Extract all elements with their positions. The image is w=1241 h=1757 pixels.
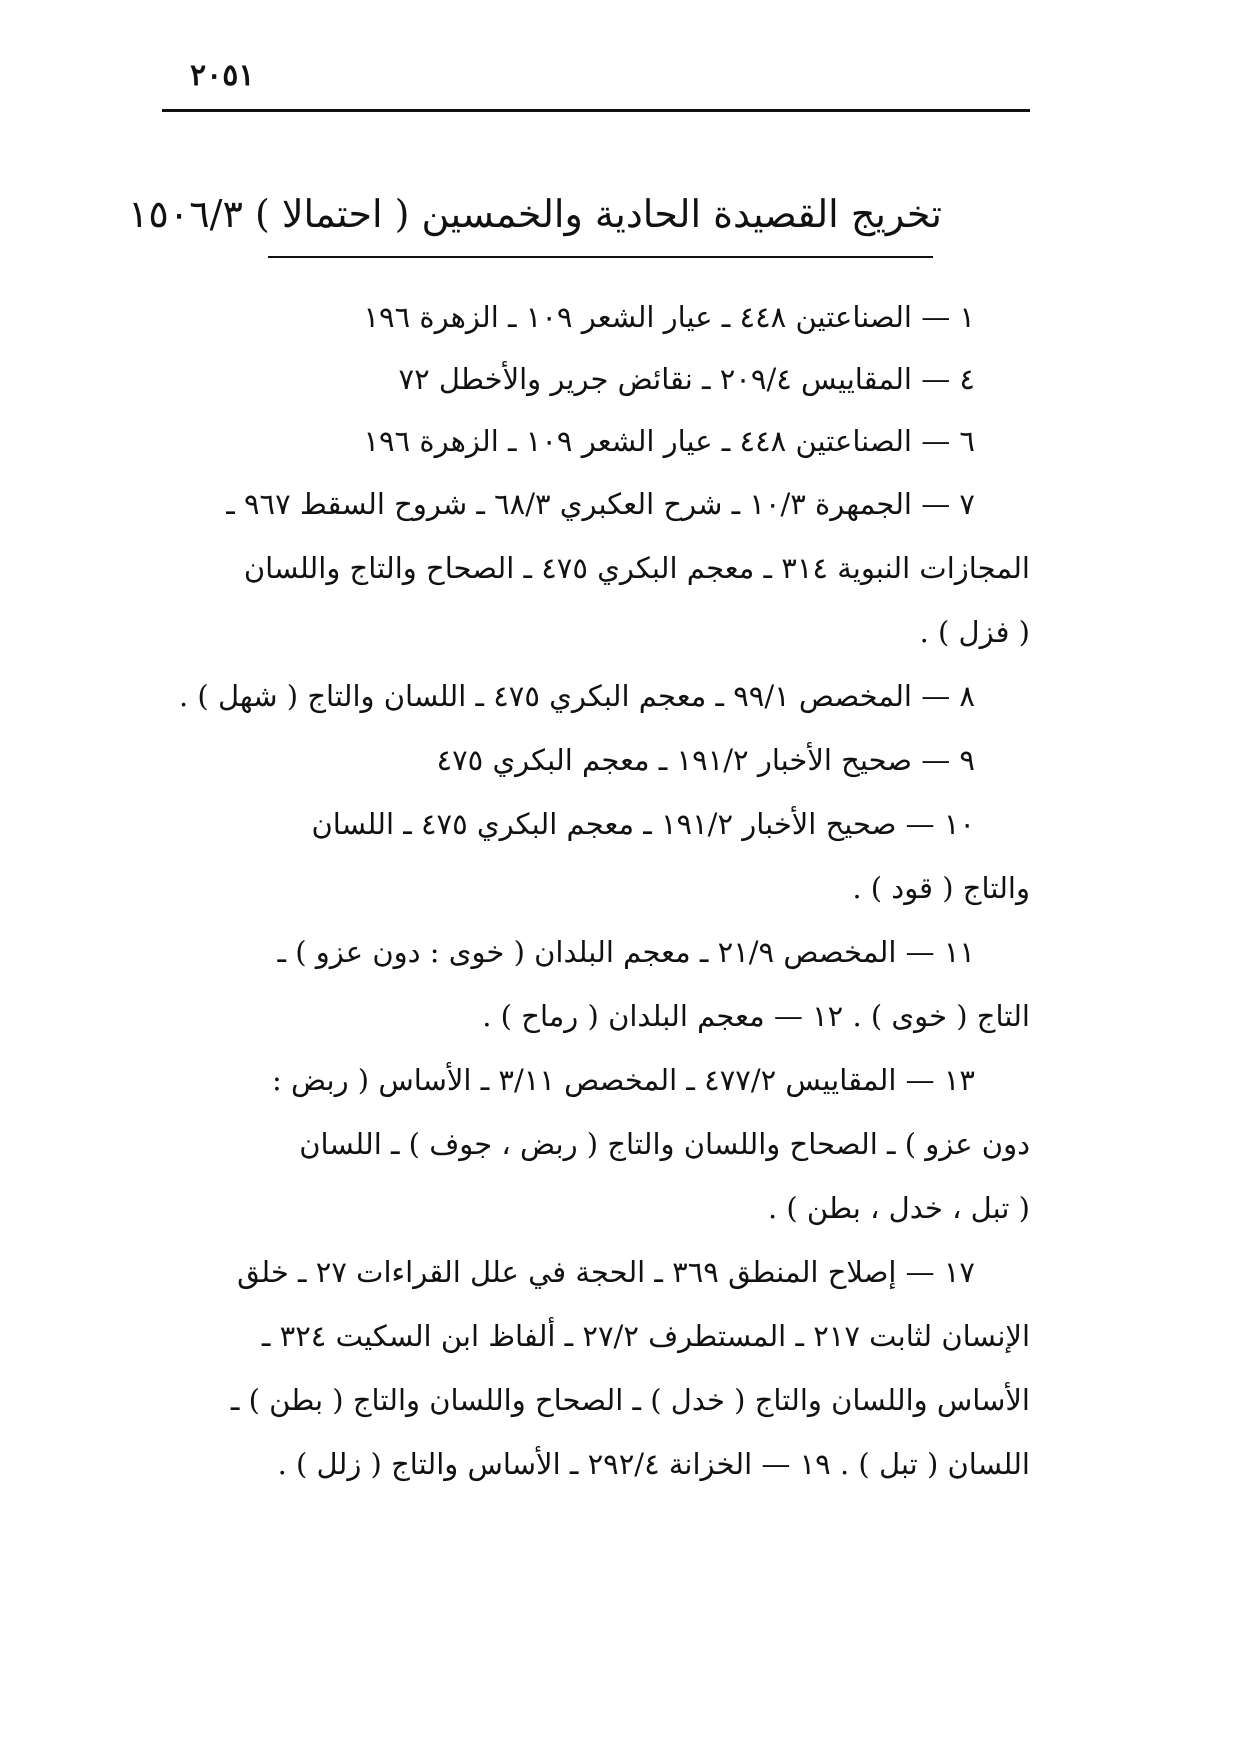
text-line: التاج ( خوى ) . ١٢ — معجم البلدان ( رماح ) . <box>482 999 1030 1033</box>
text-line: الأساس واللسان والتاج ( خدل ) ـ الصحاح واللسان والتاج ( بطن ) ـ <box>230 1383 1030 1417</box>
text-line: ٩ — صحيح الأخبار ١٩١/٢ ـ معجم البكري ٤٧٥ <box>436 743 975 777</box>
text-line: ٦ — الصناعتين ٤٤٨ ـ عيار الشعر ١٠٩ ـ الزهرة ١٩٦ <box>363 424 975 458</box>
text-line: الإنسان لثابت ٢١٧ ـ المستطرف ٢٧/٢ ـ ألفاظ ابن السكيت ٣٢٤ ـ <box>261 1319 1030 1353</box>
text-line: ١٠ — صحيح الأخبار ١٩١/٢ ـ معجم البكري ٤٧٥ ـ اللسان <box>311 807 975 841</box>
text-line: ٧ — الجمهرة ١٠/٣ ـ شرح العكبري ٦٨/٣ ـ شروح السقط ٩٦٧ ـ <box>226 487 975 521</box>
text-line: والتاج ( قود ) . <box>852 871 1030 905</box>
references-list <box>180 286 1030 1496</box>
page-number: ٢٠٥١ <box>190 58 255 93</box>
text-line: ٤ — المقاييس ٢٠٩/٤ ـ نقائض جرير والأخطل ٧٢ <box>398 362 975 396</box>
text-line: ١٧ — إصلاح المنطق ٣٦٩ ـ الحجة في علل القراءات ٢٧ ـ خلق <box>237 1255 975 1289</box>
text-line: ١ — الصناعتين ٤٤٨ ـ عيار الشعر ١٠٩ ـ الزهرة ١٩٦ <box>363 300 975 334</box>
text-line: ١٣ — المقاييس ٤٧٧/٢ ـ المخصص ٣/١١ ـ الأساس ( ربض : <box>272 1063 975 1097</box>
text-line: دون عزو ) ـ الصحاح واللسان والتاج ( ربض ، جوف ) ـ اللسان <box>299 1127 1030 1161</box>
text-line: اللسان ( تبل ) . ١٩ — الخزانة ٢٩٢/٤ ـ الأساس والتاج ( زلل ) . <box>277 1447 1030 1481</box>
text-line: ٨ — المخصص ٩٩/١ ـ معجم البكري ٤٧٥ ـ اللسان والتاج ( شهل ) . <box>178 679 975 713</box>
text-line: المجازات النبوية ٣١٤ ـ معجم البكري ٤٧٥ ـ الصحاح والتاج واللسان <box>243 551 1030 585</box>
text-line: ( تبل ، خدل ، بطن ) . <box>767 1191 1030 1225</box>
section-title: تخريج القصيدة الحادية والخمسين ( احتمالا ) ١٥٠٦/٣ <box>128 192 942 236</box>
text-line: ١١ — المخصص ٢١/٩ ـ معجم البلدان ( خوى : دون عزو ) ـ <box>277 935 975 969</box>
header-rule <box>162 109 1030 112</box>
text-line: ( فزل ) . <box>919 615 1030 649</box>
title-underline <box>268 256 933 258</box>
